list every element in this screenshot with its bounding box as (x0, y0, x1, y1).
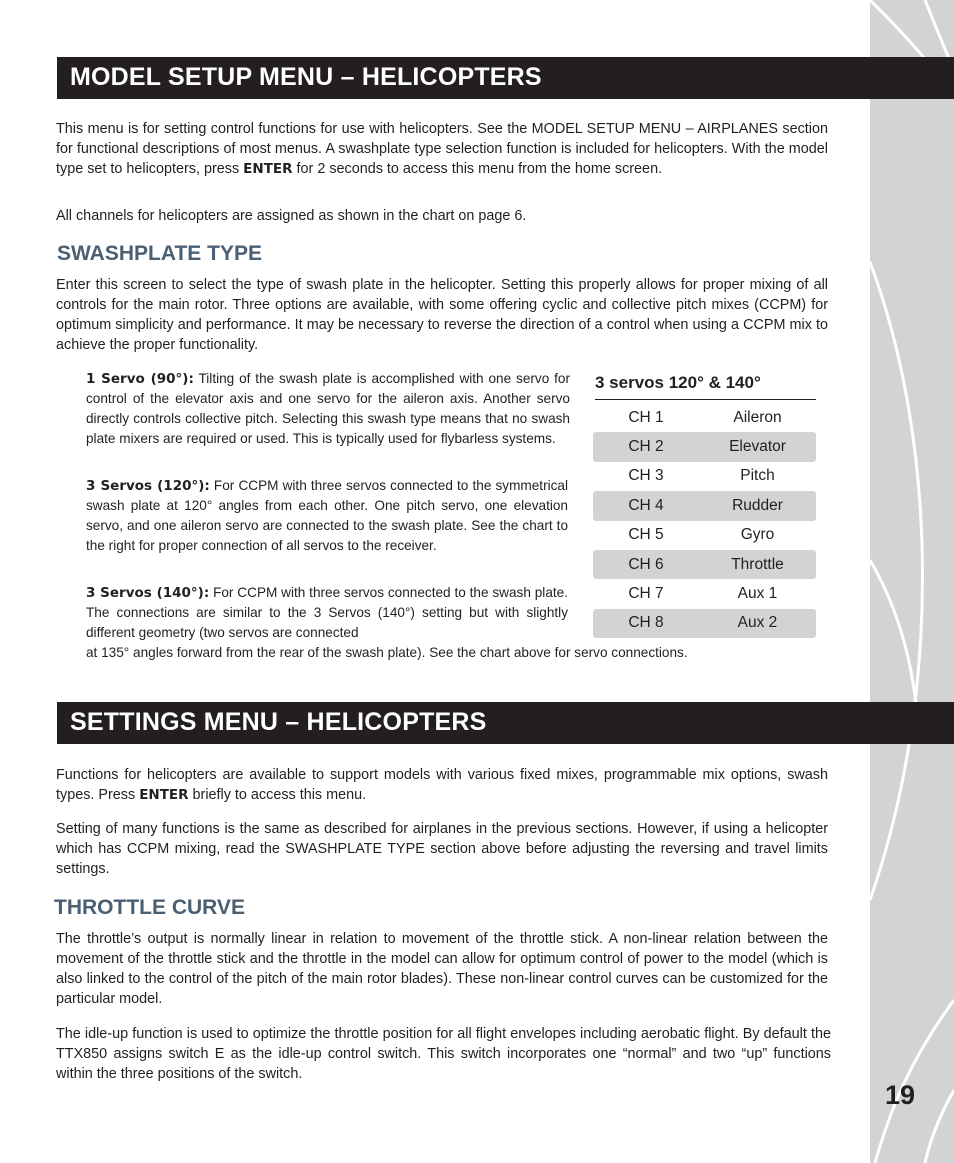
servo-table-row (593, 491, 816, 520)
function-cell: Elevator (729, 438, 786, 456)
channel-cell: CH 8 (628, 614, 664, 632)
swashplate-heading: SWASHPLATE TYPE (57, 242, 262, 265)
section-title: MODEL SETUP MENU – HELICOPTERS (70, 63, 542, 91)
swash-option-3 (86, 583, 568, 643)
function-cell: Aux 1 (737, 585, 778, 603)
settings-paragraph-2: Setting of many functions is the same as described for airplanes in the previous sections. However, if using a helicopter which has CCPM mixing, read the SWASHPLATE TYPE section above before adjusting the reversing and travel limits settings. (56, 821, 828, 877)
servo-channel-table (593, 403, 816, 638)
throttle-paragraph-2: The idle-up function is used to optimize the throttle position for all flight envelopes including aerobatic flight. By default the TTX850 assigns switch E as the idle-up control switch. This switch incorporates one “normal” and two “up” functions within the three positions of the switch. (56, 1026, 831, 1082)
intro-paragraph (56, 119, 828, 179)
channel-cell: CH 5 (628, 526, 664, 544)
channel-cell: CH 6 (628, 555, 664, 573)
channel-cell: CH 1 (628, 408, 664, 426)
channel-cell: CH 7 (628, 585, 664, 603)
servo-table-row (593, 550, 816, 579)
option-label: 3 Servos (120°): (86, 478, 210, 494)
intro-text: This menu is for setting control functions for use with helicopters. See the MODEL SETUP MENU – AIRPLANES section for functional descriptions of most menus. A swashplate type selection function is included for helicopters. With the model type set to helicopters, press (56, 121, 828, 177)
enter-key-label: ENTER (243, 161, 293, 177)
function-cell: Aileron (733, 408, 782, 426)
swashplate-intro: Enter this screen to select the type of swash plate in the helicopter. Setting this properly allows for proper mixing of all controls for the main rotor. Three options are available, with some offering cyclic and collective pitch mixes (CCPM) for optimum simplicity and performance. It may be necessary to reverse the direction of a control when using a CCPM mix to achieve the proper functionality. (56, 277, 828, 353)
swash-option-3-continued: at 135° angles forward from the rear of the swash plate). See the chart above for servo connections. (86, 645, 688, 660)
section-title: SETTINGS MENU – HELICOPTERS (70, 708, 487, 736)
option-text: For CCPM with three servos connected to the swash plate. The connections are similar to the 3 Servos (140°) setting but with slightly different geometry (two servos are connected (86, 585, 568, 640)
servo-table-row (593, 521, 816, 550)
function-cell: Throttle (731, 555, 784, 573)
swash-option-2 (86, 476, 568, 556)
page-side-tab (870, 0, 954, 1163)
channels-note: All channels for helicopters are assigned as shown in the chart on page 6. (56, 208, 527, 224)
page-number: 19 (885, 1080, 916, 1110)
function-cell: Aux 2 (737, 614, 778, 632)
decorative-arcs (870, 0, 954, 1163)
channel-cell: CH 2 (628, 438, 664, 456)
option-label: 3 Servos (140°): (86, 585, 210, 601)
settings-text: Functions for helicopters are available to support models with various fixed mixes, programmable mix options, swash types. Press (56, 767, 828, 803)
servo-table-row (593, 432, 816, 461)
throttle-curve-heading: THROTTLE CURVE (54, 896, 245, 919)
function-cell: Gyro (740, 526, 775, 544)
throttle-paragraph-1: The throttle’s output is normally linear in relation to movement of the throttle stick. A non-linear relation between the movement of the throttle stick and the throttle in the model can allow for optimum control of power to the model (which is also linked to the control of the pitch of the main rotor blades). These non-linear control curves can be customized for the particular model. (56, 931, 828, 1007)
function-cell: Pitch (740, 467, 775, 485)
option-text: For CCPM with three servos connected to the symmetrical swash plate at 120° angles from each other. One pitch servo, one elevation servo, and one aileron servo are connected to the swash plate. See the chart to the right for proper connection of all servos to the receiver. (86, 478, 569, 553)
enter-key-label: ENTER (139, 787, 189, 803)
settings-paragraph-1 (56, 765, 828, 805)
section-banner-model-setup (57, 57, 954, 99)
option-label: 1 Servo (90°): (86, 371, 194, 387)
function-cell: Rudder (732, 496, 783, 514)
settings-text-end: briefly to access this menu. (188, 787, 367, 803)
servo-table-row (593, 462, 816, 491)
channel-cell: CH 4 (628, 496, 664, 514)
intro-text-end: for 2 seconds to access this menu from the home screen. (292, 161, 663, 177)
swash-option-1 (86, 369, 570, 449)
servo-table-row (593, 579, 816, 608)
servo-table-row (593, 609, 816, 638)
servo-table-row (593, 403, 816, 432)
servo-chart-title: 3 servos 120° & 140° (595, 373, 816, 400)
channel-cell: CH 3 (628, 467, 664, 485)
option-text: Tilting of the swash plate is accomplished with one servo for control of the elevator axis and one servo for the aileron axis. Another servo directly controls collective pitch. Selecting this swash type means that no swash plate mixers are required or used. This is typically used for flybarless systems. (86, 371, 570, 446)
section-banner-settings (57, 702, 954, 744)
